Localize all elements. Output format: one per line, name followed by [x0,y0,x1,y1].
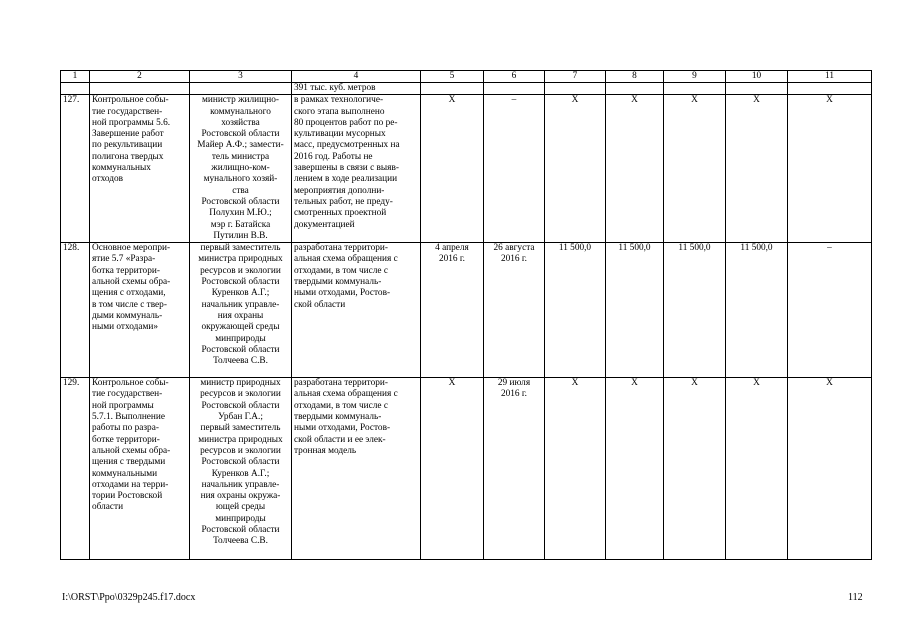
header-cell: 4 [292,71,421,83]
carry-over-row [61,83,872,95]
result-text: в рамках технологиче- ского этапа выполнено 80 процентов работ по ре- культивации мусорных масс, предусмотренных на 2016 год. Работы не завершены в связи с выяв- лением в ходе реализации мероприятия дополни- тельных работ, не преду- смотренных проектной документацией [294,95,400,230]
cell-col6: 26 августа 2016 г. [493,243,535,265]
cell-col8: 11 500,0 [618,243,651,254]
result-text: разработана территори- альная схема обращения с отходами, в том числе с твердыми коммуналь- ными отходами, Ростов- ской области и ее элек- тронная модель [294,378,398,456]
header-cell: 7 [545,71,606,83]
cell-col6: 29 июля 2016 г. [497,378,531,400]
cell-col8: X [631,378,638,389]
cell-col11: X [826,95,833,106]
header-cell: 5 [421,71,484,83]
event-name: Контрольное собы- тие государствен- ной программы 5.6. Завершение работ по рекультивации полигона твердых коммунальных отходов [92,95,171,185]
event-name: Контрольное собы- тие государствен- ной программы 5.7.1. Выполнение работы по разра- ботке территори- альной схемы обра- щения с твердыми коммунальными отходами на терри- тории Ростовской области [92,378,171,513]
responsible-person: первый заместитель министра природных ресурсов и экологии Ростовской области Куренков А.Г.; начальник управле- ния охраны окружающей среды минприроды Ростовской области Толчеева С.В. [198,243,283,367]
cell-col7: X [571,378,579,389]
header-cell: 6 [484,71,545,83]
row-number: 129. [61,378,90,560]
cell-col9: X [691,378,698,389]
header-row [61,71,872,83]
header-cell: 1 [61,71,90,83]
header-cell: 3 [190,71,292,83]
cell-col5: 4 апреля 2016 г. [435,243,469,265]
carry-over-text: 391 тыс. куб. метров [292,83,421,95]
cell-col11: – [827,243,832,254]
row-number: 128. [61,243,90,378]
cell-col5: X [448,95,456,106]
cell-col9: X [691,95,698,106]
row-number: 127. [61,95,90,243]
page-number: 112 [848,592,863,603]
table-row [61,243,872,378]
cell-col5: X [448,378,456,389]
responsible-person: министр жилищно- коммунального хозяйства Ростовской области Майер А.Ф.; замести- тель министра жилищно-ком- мунального хозяй- ства Ростовской области Полухин М.Ю.; мэр г. Батайска Путилин В.В. [197,95,284,241]
cell-col10: X [753,378,760,389]
cell-col10: X [753,95,760,106]
header-cell: 9 [664,71,726,83]
cell-col7: 11 500,0 [558,243,592,254]
event-name: Основное меропри- ятие 5.7 «Разра- ботка территори- альной схемы обра- щения с отходами, в том числе с твер- дыми коммуналь- ными отходами» [92,243,171,333]
cell-col9: 11 500,0 [678,243,711,254]
cell-col8: X [631,95,638,106]
cell-col6: – [511,95,517,106]
header-cell: 2 [90,71,190,83]
data-table [60,70,872,560]
cell-col10: 11 500,0 [740,243,773,254]
cell-col7: X [571,95,579,106]
header-cell: 10 [726,71,788,83]
cell-col11: X [826,378,833,389]
result-text: разработана территори- альная схема обращения с отходами, в том числе с твердыми коммуналь- ными отходами, Ростов- ской области [294,243,398,310]
header-cell: 11 [788,71,872,83]
table-row [61,378,872,560]
header-cell: 8 [606,71,664,83]
table-row [61,95,872,243]
file-path: I:\ORST\Ppo\0329p245.f17.docx [62,592,196,603]
responsible-person: министр природных ресурсов и экологии Ростовской области Урбан Г.А.; первый заместитель министра природных ресурсов и экологии Ростовской области Куренков А.Г.; начальник управле- ния охраны окружа- ющей среды минприроды Ростовской области Толчеева С.В. [198,378,283,547]
